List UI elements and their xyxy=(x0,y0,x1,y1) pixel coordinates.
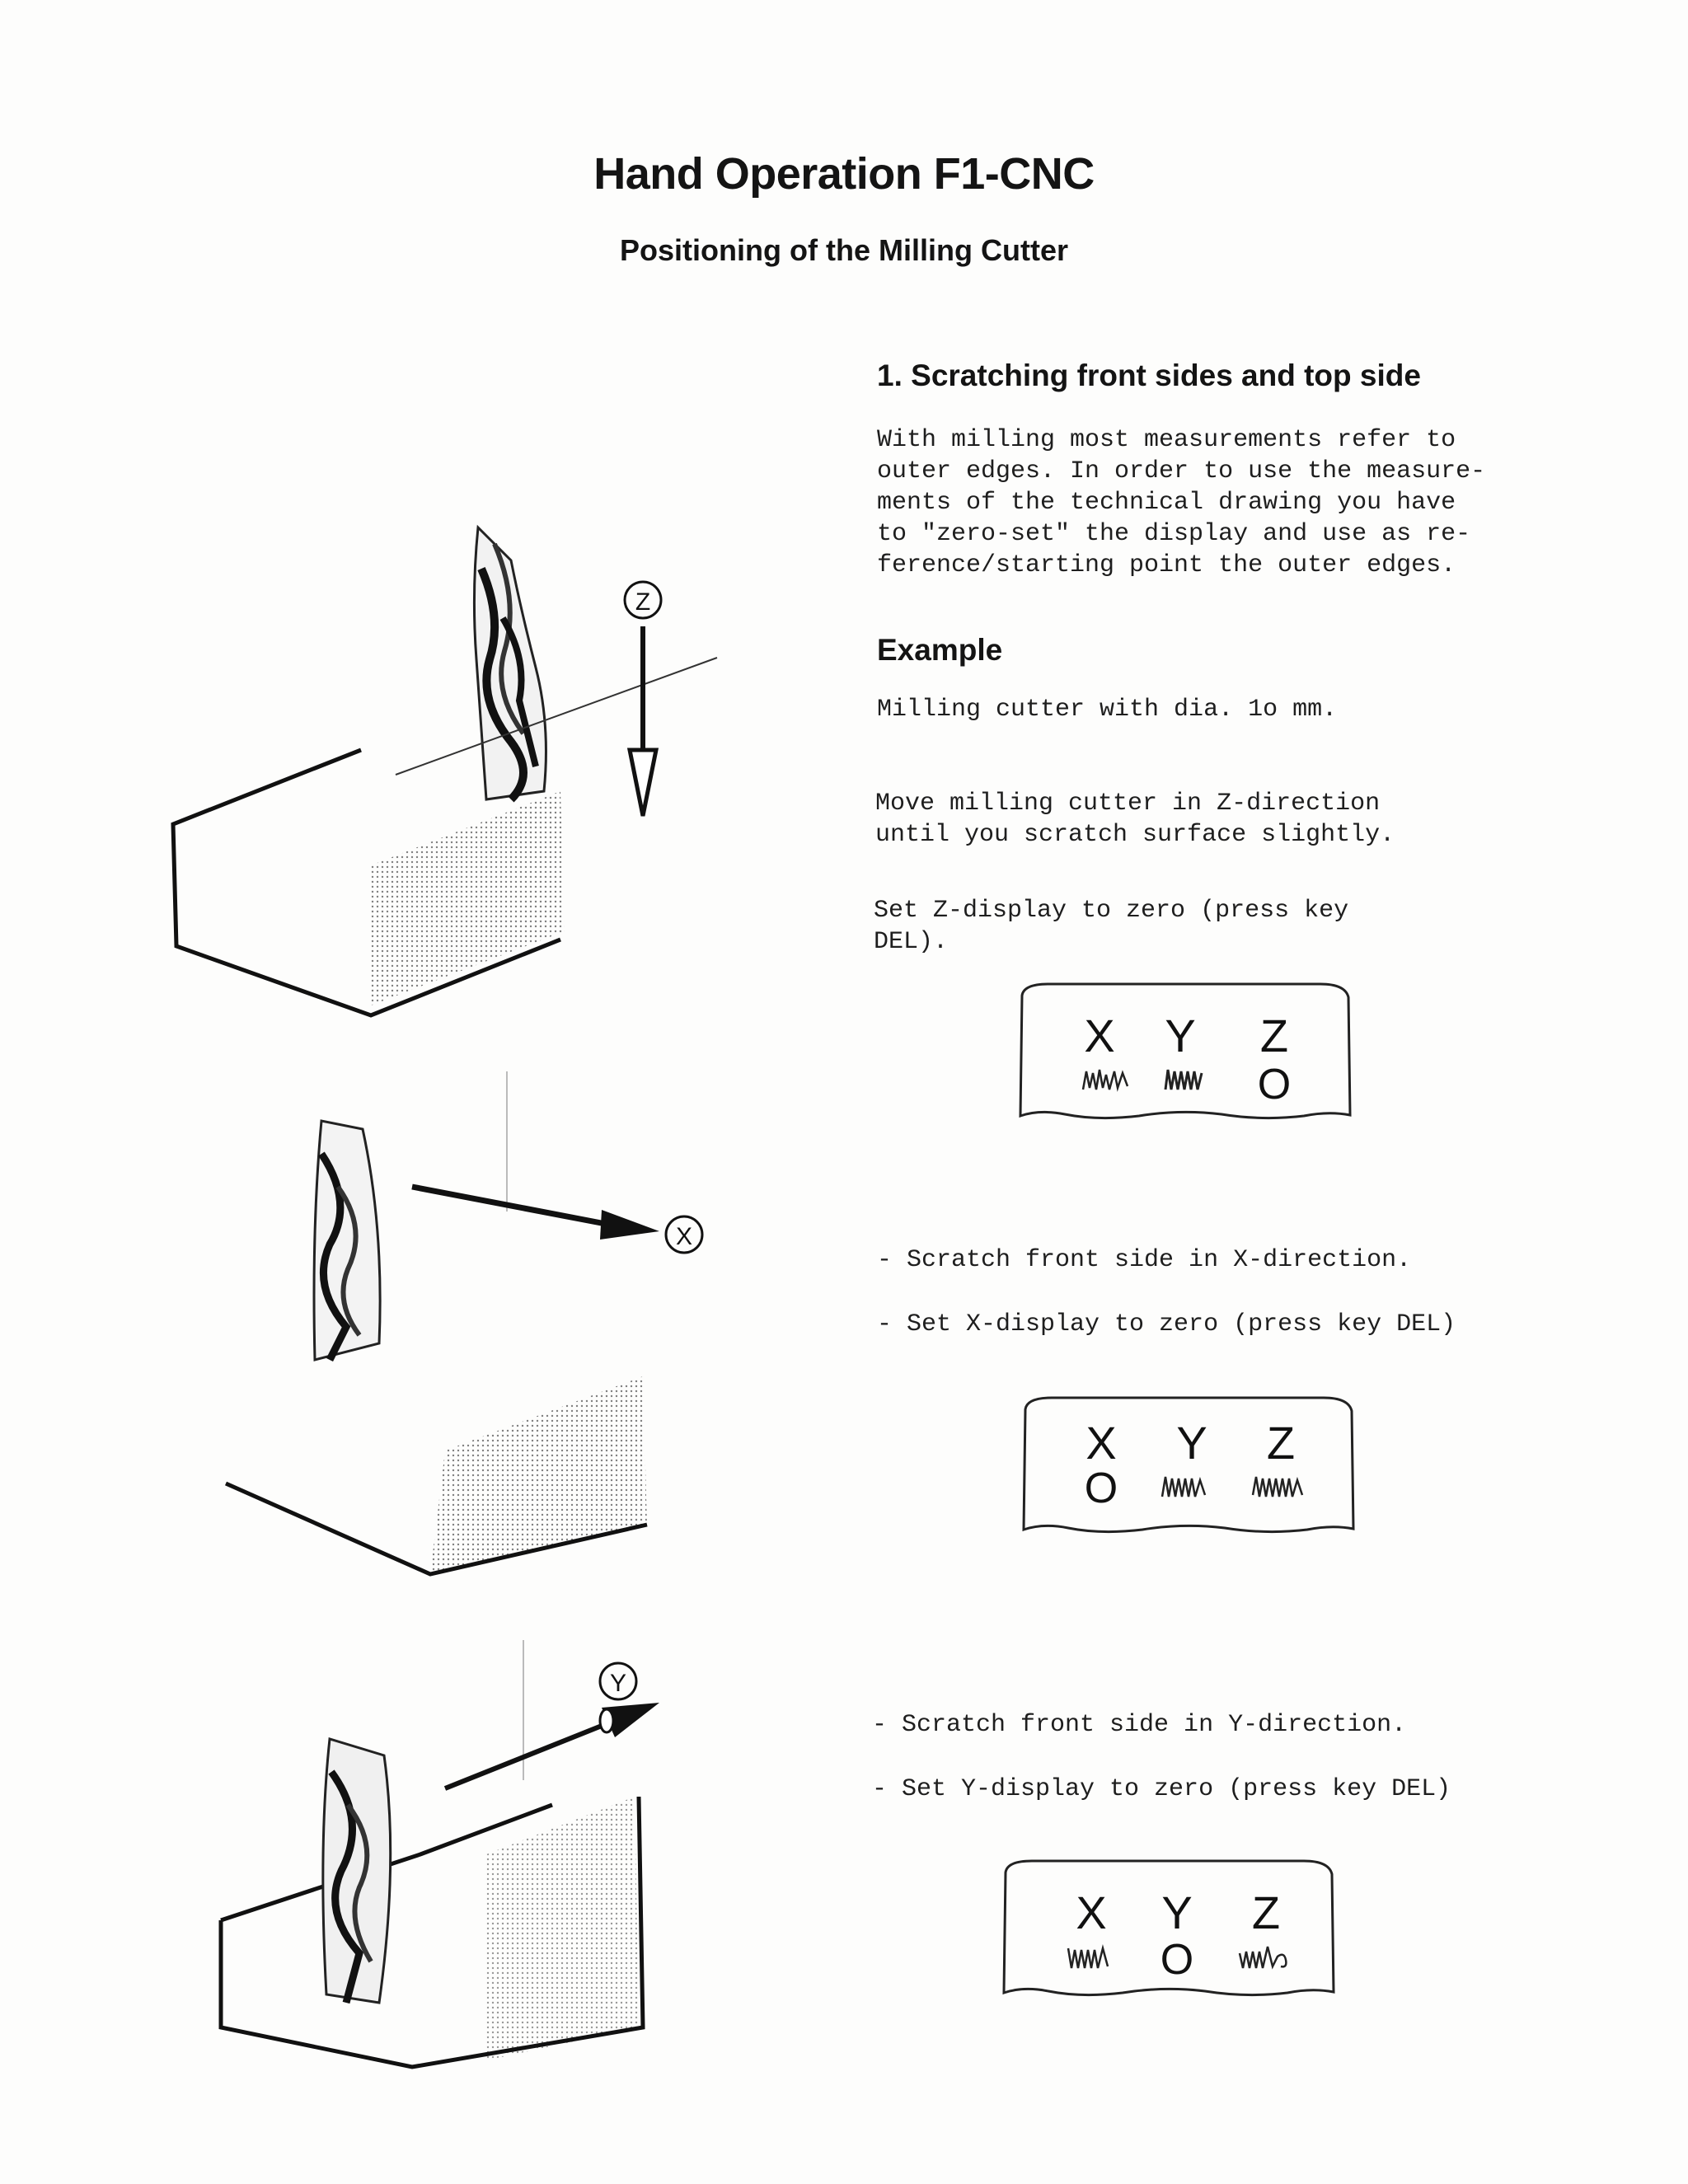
section-heading: 1. Scratching front sides and top side xyxy=(877,359,1421,392)
y-axis-badge: Y xyxy=(609,1670,627,1697)
intro-paragraph: With milling most measurements refer to outer edges. In order to use the measure- ments of the technical drawing you have to "zero-set" the display and use as re- ference/starting point the outer edges. xyxy=(877,426,1486,579)
axis-label-x: X xyxy=(1084,1010,1115,1062)
axis-label-x: X xyxy=(1085,1417,1117,1469)
x-value-scribble xyxy=(1081,1065,1131,1098)
illustration-z-direction xyxy=(148,494,742,1038)
x-value-scribble xyxy=(1067,1942,1116,1975)
illustration-y-direction xyxy=(214,1615,742,2077)
axis-label-z: Z xyxy=(1259,1010,1289,1062)
x-scratch-instruction: - Scratch front side in X-direction. xyxy=(877,1246,1412,1274)
page-title: Hand Operation F1-CNC xyxy=(593,149,1095,199)
axis-label-z: Z xyxy=(1266,1417,1296,1469)
y-set-instruction: - Set Y-display to zero (press key DEL) xyxy=(872,1775,1451,1803)
illustration-x-direction xyxy=(214,1063,742,1591)
page-subtitle: Positioning of the Milling Cutter xyxy=(620,233,1068,267)
z-value-scribble xyxy=(1251,1472,1309,1505)
axis-label-x: X xyxy=(1076,1886,1107,1938)
z-value-scribble xyxy=(1238,1942,1292,1975)
display-panel-x-zero xyxy=(1019,1393,1357,1541)
x-axis-badge: X xyxy=(675,1223,693,1250)
y-value-zero: O xyxy=(1160,1936,1194,1984)
example-heading: Example xyxy=(877,633,1003,667)
axis-label-y: Y xyxy=(1165,1010,1196,1062)
z-value-zero: O xyxy=(1257,1061,1292,1108)
z-set-instruction: Set Z-display to zero (press key DEL). xyxy=(874,897,1349,956)
axis-label-y: Y xyxy=(1176,1417,1207,1469)
y-scratch-instruction: - Scratch front side in Y-direction. xyxy=(872,1711,1407,1739)
display-panel-z-zero xyxy=(1015,979,1353,1127)
x-set-instruction: - Set X-display to zero (press key DEL) xyxy=(877,1310,1456,1338)
x-value-zero: O xyxy=(1084,1465,1118,1512)
z-axis-badge: Z xyxy=(635,588,651,616)
display-panel-y-zero xyxy=(999,1856,1337,2004)
axis-label-y: Y xyxy=(1161,1886,1193,1938)
example-cutter-text: Milling cutter with dia. 1o mm. xyxy=(877,696,1338,724)
z-move-instruction: Move milling cutter in Z-direction until you scratch surface slightly. xyxy=(875,790,1395,849)
y-value-scribble xyxy=(1164,1065,1205,1098)
y-value-scribble xyxy=(1160,1472,1210,1505)
axis-label-z: Z xyxy=(1251,1886,1281,1938)
